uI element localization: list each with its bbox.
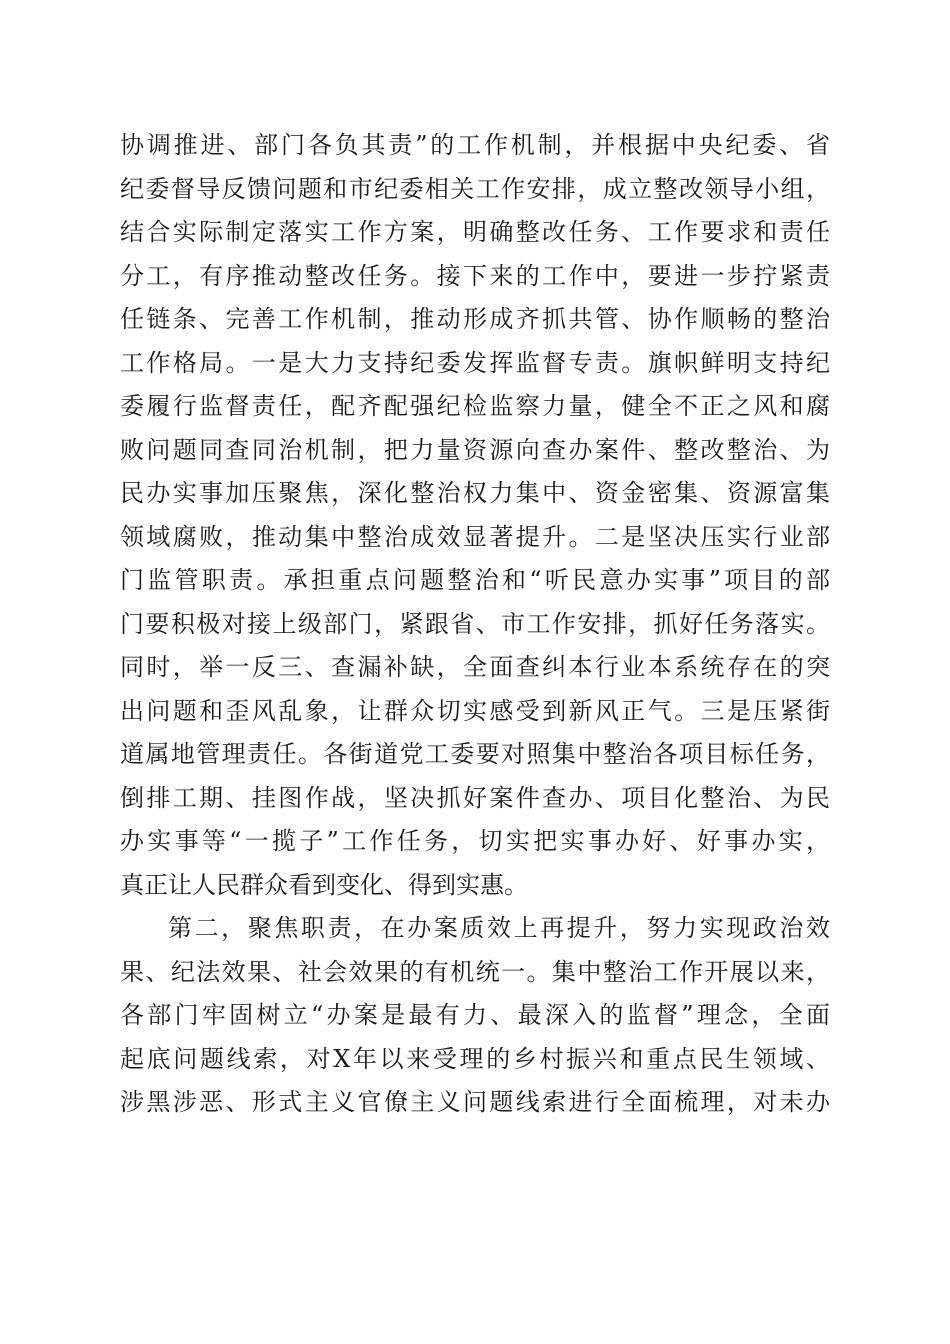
text-line: 同时，举一反三、查漏补缺，全面查纠本行业本系统存在的突: [120, 653, 830, 681]
text-line: 倒排工期、挂图作战，坚决抓好案件查办、项目化整治、为民: [120, 783, 830, 812]
text-line: 结合实际制定落实工作方案，明确整改任务、工作要求和责任: [120, 218, 830, 246]
text-line: 纪委督导反馈问题和市纪委相关工作安排，成立整改领导小组，: [120, 174, 830, 203]
text-line: 民办实事加压聚焦，深化整治权力集中、资金密集、资源富集: [120, 479, 830, 507]
text-line: 出问题和歪风乱象，让群众切实感受到新风正气。三是压紧街: [120, 696, 830, 725]
text-line: 协调推进、部门各负其责”的工作机制，并根据中央纪委、省: [120, 131, 830, 159]
text-line: 道属地管理责任。各街道党工委要对照集中整治各项目标任务，: [120, 740, 830, 768]
text-line: 果、纪法效果、社会效果的有机统一。集中整治工作开展以来，: [120, 957, 830, 986]
text-line: 涉黑涉恶、形式主义官僚主义问题线索进行全面梳理，对未办: [120, 1088, 830, 1116]
text-line: 门监管职责。承担重点问题整治和“听民意办实事”项目的部: [120, 566, 830, 594]
text-line: 办实事等“一揽子”工作任务，切实把实事办好、好事办实，: [120, 827, 830, 855]
text-line: 工作格局。一是大力支持纪委发挥监督专责。旗帜鲜明支持纪: [120, 348, 830, 377]
text-line: 起底问题线索，对X年以来受理的乡村振兴和重点民生领域、: [120, 1044, 830, 1073]
text-line: 分工，有序推动整改任务。接下来的工作中，要进一步拧紧责: [120, 261, 830, 290]
paragraph-end-line: 真正让人民群众看到变化、得到实惠。: [120, 870, 528, 899]
text-line: 委履行监督责任，配齐配强纪检监察力量，健全不正之风和腐: [120, 392, 830, 420]
text-line: 各部门牢固树立“办案是最有力、最深入的监督”理念，全面: [120, 1001, 830, 1029]
text-line: 领域腐败，推动集中整治成效显著提升。二是坚决压实行业部: [120, 522, 830, 551]
text-line: 败问题同查同治机制，把力量资源向查办案件、整改整治、为: [120, 435, 830, 464]
paragraph-start-line: 第二，聚焦职责，在办案质效上再提升，努力实现政治效: [168, 914, 830, 942]
body-text: [120, 124, 830, 1125]
text-line: 任链条、完善工作机制，推动形成齐抓共管、协作顺畅的整治: [120, 305, 830, 333]
text-line: 门要积极对接上级部门，紧跟省、市工作安排，抓好任务落实。: [120, 609, 830, 638]
